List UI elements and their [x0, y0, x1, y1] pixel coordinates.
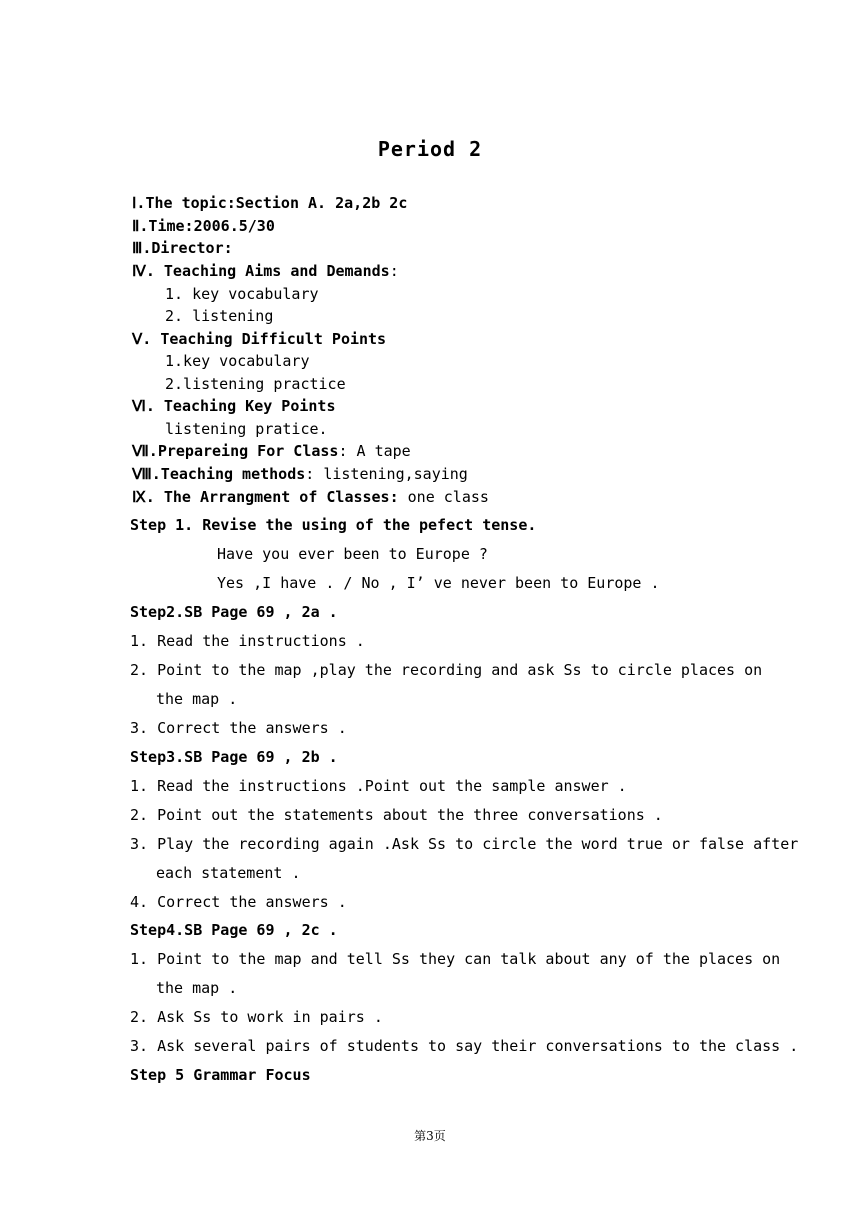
step-4-item-2: 2. Ask Ss to work in pairs .: [130, 1008, 383, 1026]
arrangement-label: Ⅸ. The Arrangment of Classes:: [132, 488, 399, 506]
key-points-item: listening pratice.: [165, 420, 328, 438]
preparing-value: : A tape: [338, 442, 411, 460]
key-points-line: Ⅵ. Teaching Key Points: [132, 397, 336, 415]
arrangement-value: one class: [398, 488, 489, 506]
methods-value: : listening,saying: [305, 465, 468, 483]
aims-colon: :: [389, 262, 399, 280]
aims-line: [132, 261, 399, 281]
step-2-item-2-cont: the map .: [156, 690, 238, 708]
step-2-item-2: 2. Point to the map ,play the recording and ask Ss to circle places on: [130, 661, 763, 679]
step-1-example-1: Have you ever been to Europe ?: [217, 545, 488, 563]
step-4-heading: Step4.SB Page 69 , 2c .: [130, 921, 338, 939]
aims-label: Ⅳ. Teaching Aims and Demands: [132, 262, 390, 280]
step-3-item-4: 4. Correct the answers .: [130, 893, 347, 911]
director-line: Ⅲ.Director:: [132, 239, 233, 257]
preparing-line: [132, 441, 411, 461]
step-3-item-1: 1. Read the instructions .Point out the sample answer .: [130, 777, 627, 795]
page-title: Period 2: [377, 137, 483, 161]
step-4-item-3: 3. Ask several pairs of students to say their conversations to the class .: [130, 1037, 799, 1055]
page-number: 第3页: [414, 1129, 446, 1143]
methods-label: Ⅷ.Teaching methods: [132, 465, 306, 483]
step-5-heading: Step 5 Grammar Focus: [130, 1066, 311, 1084]
aims-item-2: 2. listening: [165, 307, 274, 325]
step-2-item-3: 3. Correct the answers .: [130, 719, 347, 737]
topic-line: Ⅰ.The topic:Section A. 2a,2b 2c: [132, 194, 408, 212]
step-1-heading: Step 1. Revise the using of the pefect tense.: [130, 516, 537, 534]
step-4-item-1: 1. Point to the map and tell Ss they can talk about any of the places on: [130, 950, 781, 968]
step-4-item-1-cont: the map .: [156, 979, 238, 997]
step-3-heading: Step3.SB Page 69 , 2b .: [130, 748, 338, 766]
methods-line: [132, 464, 468, 484]
difficult-item-2: 2.listening practice: [165, 375, 346, 393]
step-3-item-2: 2. Point out the statements about the three conversations .: [130, 806, 663, 824]
time-line: Ⅱ.Time:2006.5/30: [132, 217, 275, 235]
difficult-item-1: 1.key vocabulary: [165, 352, 310, 370]
preparing-label: Ⅶ.Prepareing For Class: [132, 442, 339, 460]
step-3-item-3: 3. Play the recording again .Ask Ss to circle the word true or false after: [130, 835, 799, 853]
difficult-points-line: Ⅴ. Teaching Difficult Points: [132, 330, 387, 348]
arrangement-line: [132, 487, 489, 507]
step-1-example-2: Yes ,I have . / No , I’ ve never been to Europe .: [217, 574, 660, 592]
step-2-item-1: 1. Read the instructions .: [130, 632, 365, 650]
step-2-heading: Step2.SB Page 69 , 2a .: [130, 603, 338, 621]
aims-item-1: 1. key vocabulary: [165, 285, 319, 303]
step-3-item-3-cont: each statement .: [156, 864, 301, 882]
